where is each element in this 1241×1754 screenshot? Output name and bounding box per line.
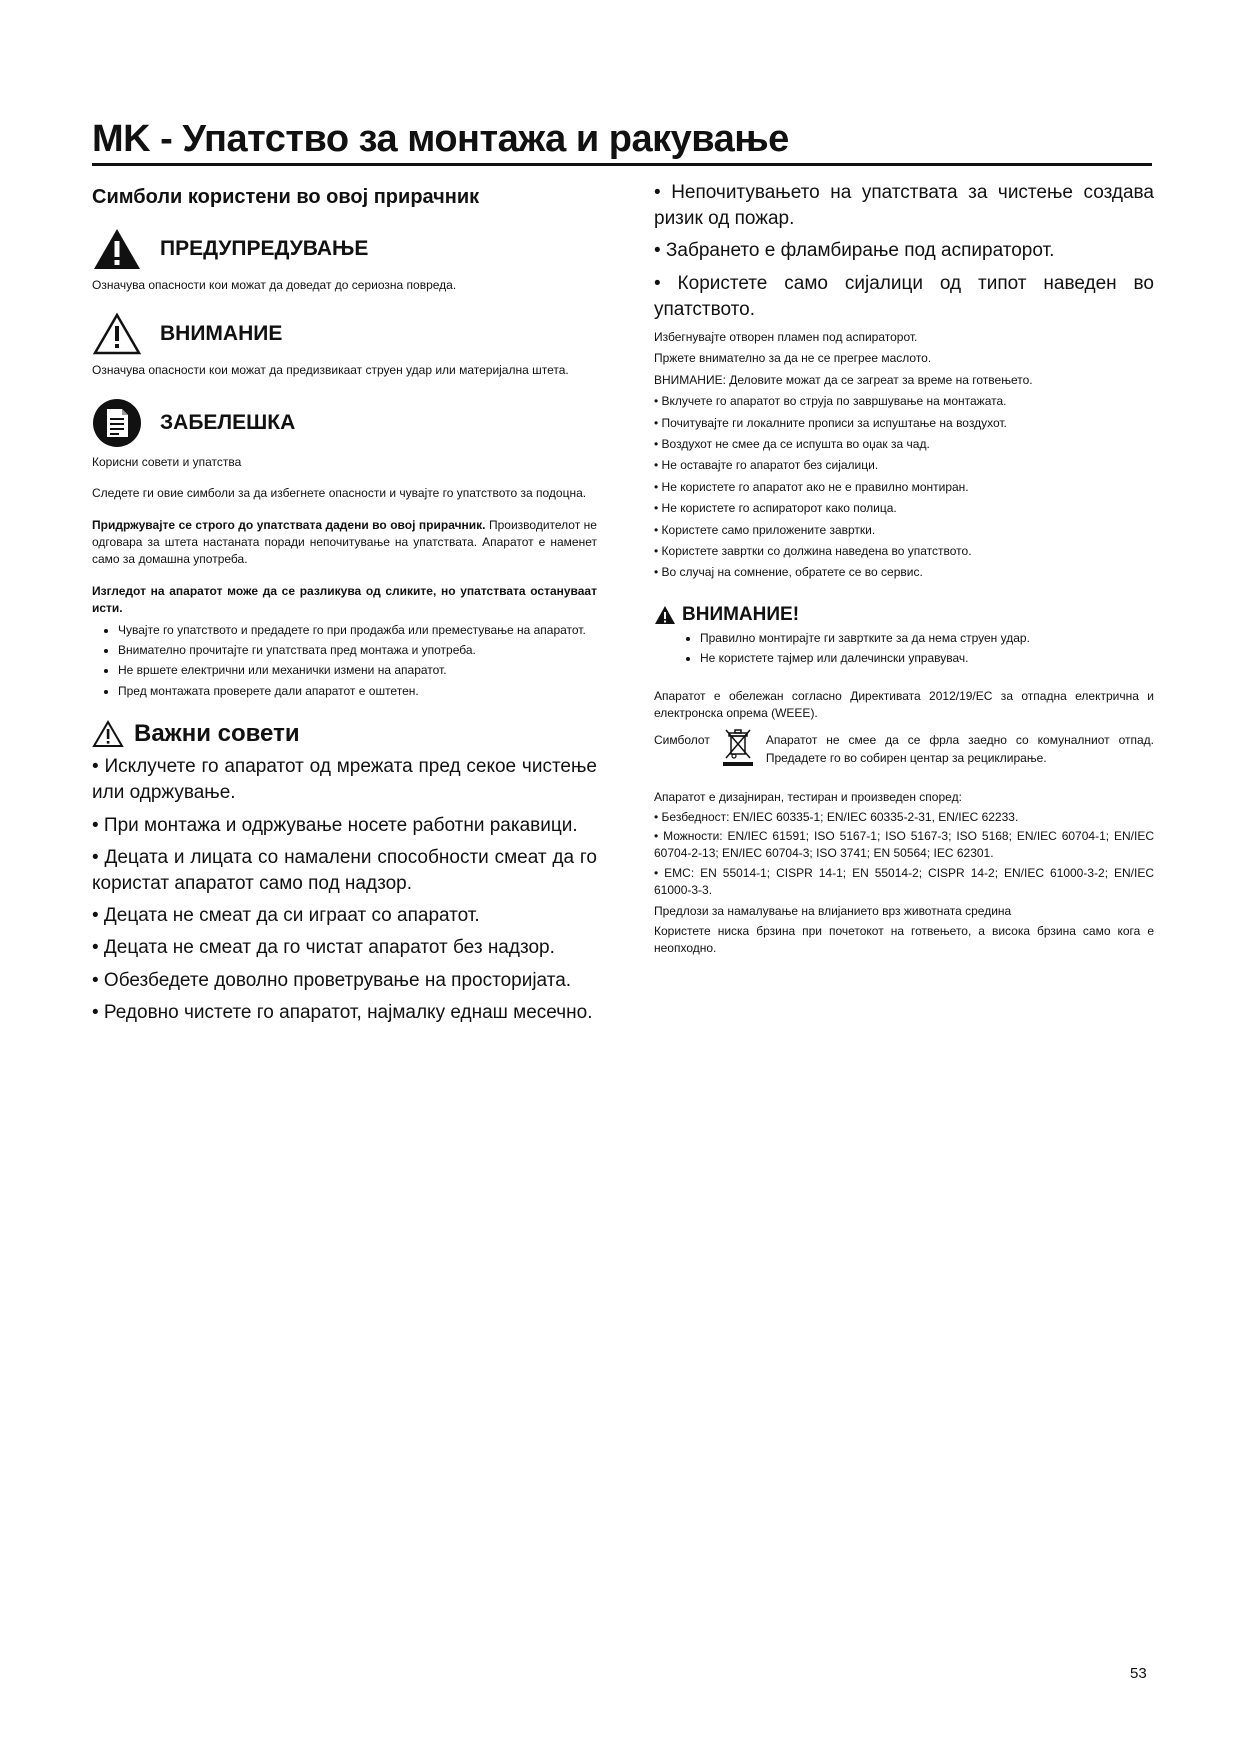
intro-paragraph: Следете ги овие симболи за да избегнете опасности и чувајте го упатството за подоцна. [92,486,587,501]
safety-item: • Непочитувањето на упатствата за чистење создава ризик од пожар. [654,182,1154,230]
follow-paragraph [92,517,597,569]
list-item: • Не користете тајмер или далечински управувач. [700,650,1154,667]
follow-bold-text: Придржувајте се строго до упатствата дадени во овој прирачник. [92,517,486,532]
note-section-header [92,398,597,448]
caution-title: ВНИМАНИЕ [160,322,283,346]
warning2-header [654,604,1154,626]
list-item: • Правилно монтирајте ги завртките за да нема струен удар. [700,630,1154,647]
safety-note: • Воздухот не смее да се испушта во оџак за чад. [654,437,930,452]
weee-symbol-label: Симболот [654,733,710,748]
appearance-bold-text: Изгледот на апаратот може да се разликува од сликите, но упатствата остануваат исти. [92,583,597,616]
advice-item: • Исклучете го апаратот од мрежата пред секое чистење или одржување. [92,756,597,804]
appearance-paragraph [92,583,597,618]
safety-note: • Користете завртки со должина наведена во упатството. [654,544,972,558]
follow-text: Производителот не одговара за штета настаната поради непочитување на упатствата. Апаратот е наменет само за домашна употреба. [92,517,597,567]
warning-section-header [92,227,597,271]
advice-item: • Обезбедете доволно проветрување на просторијата. [92,969,572,991]
warning-triangle-filled-icon [92,227,142,271]
general-bullet-list [92,622,597,701]
advice-item: • Децата и лицата со намалени способности смеат да го користат апаратот само под надзор. [92,846,597,894]
list-item: • Чувајте го упатството и предадете го при продажба или преместување на апаратот. [118,622,597,639]
safety-note: • Користете само приложените завртки. [654,522,876,537]
safety-note: • Вклучете го апаратот во струја по завршување на монтажата. [654,394,1007,409]
advice-item: • Редовно чистете го апаратот, најмалку еднаш месечно. [92,1001,593,1023]
advice-item: • Децата не смеат да го чистат апаратот без надзор. [92,937,555,959]
warning-triangle-outline-icon [92,312,142,356]
right-column [654,180,1154,968]
standards-item: • EMC: EN 55014-1; CISPR 14-1; EN 55014-2; CISPR 14-2; EN/IEC 61000-3-2; EN/IEC 61000-3-3. [654,865,1154,898]
advice-item: • Децата не смеат да си играат со апаратот. [92,905,480,927]
safety-note: • Не оставајте го апаратот без сијалици. [654,458,879,473]
advice-section-header [92,720,597,748]
note-title: ЗАБЕЛЕШКА [160,410,296,434]
note-document-icon [92,398,142,448]
eco-heading: Предлози за намалување на влијанието врз животната средина [654,904,1012,919]
warning2-list [654,630,1154,668]
bin-underline-bar [723,762,753,766]
standards-item: • Безбедност: EN/IEC 60335-1; EN/IEC 60335-2-31, EN/IEC 62233. [654,809,1019,824]
standards-intro: Апаратот е дизајниран, тестиран и произведен според: [654,790,962,805]
caution-text: Означува опасности кои можат да предизвикаат струен удар или материјална штета. [92,363,569,378]
safety-note: • Почитувајте ги локалните прописи за испуштање на воздухот. [654,415,1007,430]
note-text: Корисни совети и упатства [92,454,242,469]
eco-text: Користете ниска брзина при почетокот на готвењето, а висока брзина само кога е неопходно. [654,923,1154,956]
page-number: 53 [1130,1665,1147,1682]
bin-icon [723,728,753,760]
list-item: • Пред монтажата проверете дали апаратот е оштетен. [118,683,597,700]
safety-note: • Не користете го аспираторот како полица. [654,501,897,516]
left-column [92,180,597,1032]
warning2-title: ВНИМАНИЕ! [682,603,800,625]
list-item: • Не вршете електрични или механички измени на апаратот. [118,662,597,679]
caution-section-header [92,312,597,356]
safety-note: Избегнувајте отворен пламен под аспираторот. [654,330,918,345]
safety-note: ВНИМАНИЕ: Деловите можат да се загреат за време на готвењето. [654,372,1033,387]
safety-note: Пржете внимателно за да не се прегрее маслото. [654,351,932,366]
warning-text: Означува опасности кои можат да доведат до сериозна повреда. [92,278,457,292]
warning-triangle-small-icon [654,605,676,625]
safety-note: • Во случај на сомнение, обратете се во сервис. [654,565,923,580]
safety-item: • Користете само сијалици од типот наведен во упатството. [654,272,1154,320]
weee-symbol-text: Апаратот не смее да се фрла заедно со комуналниот отпад. Предадете го во собирен центар за рециклирање. [765,733,1154,765]
page-title: MK - Упатство за монтажа и ракување [92,118,1152,166]
safety-item: • Забрането е фламбирање под аспираторот. [654,240,1055,262]
weee-symbol-row [654,732,1154,767]
advice-title: Важни совети [134,720,300,748]
list-item: • Внимателно прочитајте ги упатствата пред монтажа и употреба. [118,642,597,659]
weee-paragraph: Апаратот е обележан согласно Директивата 2012/19/EC за отпадна електрична и електронска опрема (WEEE). [654,688,1154,720]
warning-title: ПРЕДУПРЕДУВАЊЕ [160,237,369,260]
standards-item: • Можности: EN/IEC 61591; ISO 5167-1; ISO 5167-3; ISO 5168; EN/IEC 60704-1; EN/IEC 60704-2-13; EN/IEC 60704-3; ISO 3741; EN 50564; IEC 62301. [654,828,1154,861]
safety-note: • Не користете го апаратот ако не е правилно монтиран. [654,479,969,494]
caution-triangle-icon [92,720,124,748]
advice-item: • При монтажа и одржување носете работни ракавици. [92,814,578,836]
crossed-out-bin-icon [718,728,758,766]
symbols-heading: Симболи користени во овој прирачник [92,186,480,208]
